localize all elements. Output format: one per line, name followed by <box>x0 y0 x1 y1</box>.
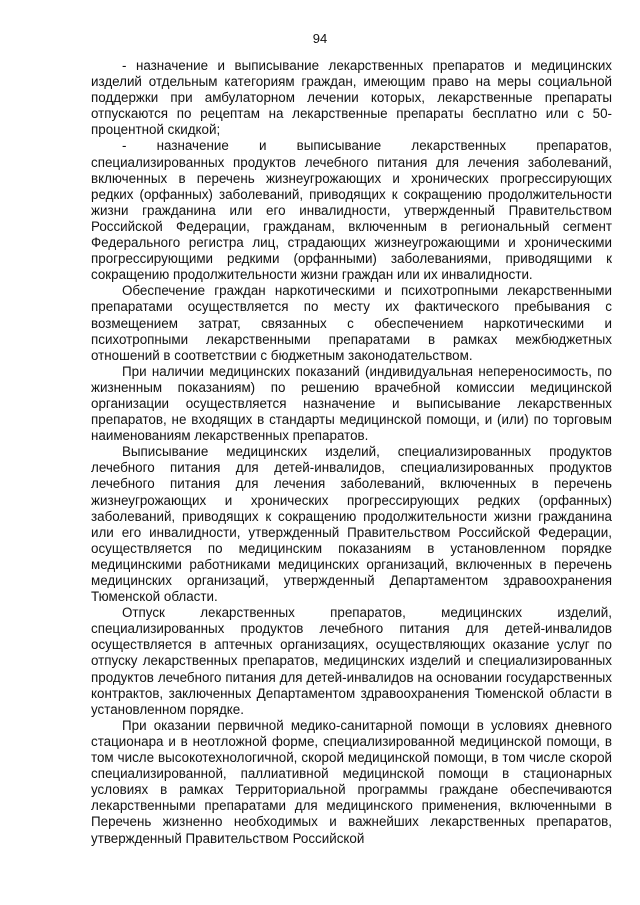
paragraph-3: Обеспечение граждан наркотическими и психотропными лекарственными препаратами осуществляется по месту их фактического пребывания с возмещением затрат, связанных с обеспечением наркотическими и психотропными лекарственными препаратами в рамках межбюджетных отношений в соответствии с бюджетным законодательством. <box>91 283 612 363</box>
paragraph-6: Отпуск лекарственных препаратов, медицинских изделий, специализированных продуктов лечебного питания для детей-инвалидов осуществляется в аптечных организациях, осуществляющих оказание услуг по отпуску лекарственных препаратов, медицинских изделий и специализированных продуктов лечебного питания для детей-инвалидов на основании государственных контрактов, заключенных Департаментом здравоохранения Тюменской области в установленном порядке. <box>91 605 612 717</box>
body-text <box>91 58 612 847</box>
paragraph-5: Выписывание медицинских изделий, специализированных продуктов лечебного питания для детей-инвалидов, специализированных продуктов лечебного питания для лечения заболеваний, включенных в перечень жизнеугрожающих и хронических прогрессирующих редких (орфанных) заболеваний, приводящих к сокращению продолжительности жизни гражданина или его инвалидности, утвержденный Правительством Российской Федерации, осуществляется по медицинским показаниям в установленном порядке медицинскими работниками медицинских организаций, включенных в перечень медицинских организаций, утвержденный Департаментом здравоохранения Тюменской области. <box>91 444 612 605</box>
paragraph-2: - назначение и выписывание лекарственных препаратов, специализированных продуктов лечебного питания для лечения заболеваний, включенных в перечень жизнеугрожающих и хронических прогрессирующих редких (орфанных) заболеваний, приводящих к сокращению продолжительности жизни гражданина или его инвалидности, утвержденный Правительством Российской Федерации, гражданам, включенным в региональный сегмент Федерального регистра лиц, страдающих жизнеугрожающими и хроническими прогрессирующими редкими (орфанными) заболеваниями, приводящими к сокращению продолжительности жизни граждан или их инвалидности. <box>91 138 612 283</box>
paragraph-4: При наличии медицинских показаний (индивидуальная непереносимость, по жизненным показаниям) по решению врачебной комиссии медицинской организации осуществляется назначение и выписывание лекарственных препаратов, не входящих в стандарты медицинской помощи, и (или) по торговым наименованиям лекарственных препаратов. <box>91 363 612 444</box>
paragraph-1: - назначение и выписывание лекарственных препаратов и медицинских изделий отдельным категориям граждан, имеющим право на меры социальной поддержки при амбулаторном лечении которых, лекарственные препараты отпускаются по рецептам на лекарственные препараты бесплатно или с 50-процентной скидкой; <box>91 58 612 138</box>
page-number: 94 <box>312 31 328 46</box>
paragraph-7: При оказании первичной медико-санитарной помощи в условиях дневного стационара и в неотложной форме, специализированной медицинской помощи, в том числе высокотехнологичной, скорой медицинской помощи, в том числе скорой специализированной, паллиативной медицинской помощи в стационарных условиях в рамках Территориальной программы граждане обеспечиваются лекарственными препаратами для медицинского применения, включенными в Перечень жизненно необходимых и важнейших лекарственных препаратов, утвержденный Правительством Российской <box>91 717 612 846</box>
